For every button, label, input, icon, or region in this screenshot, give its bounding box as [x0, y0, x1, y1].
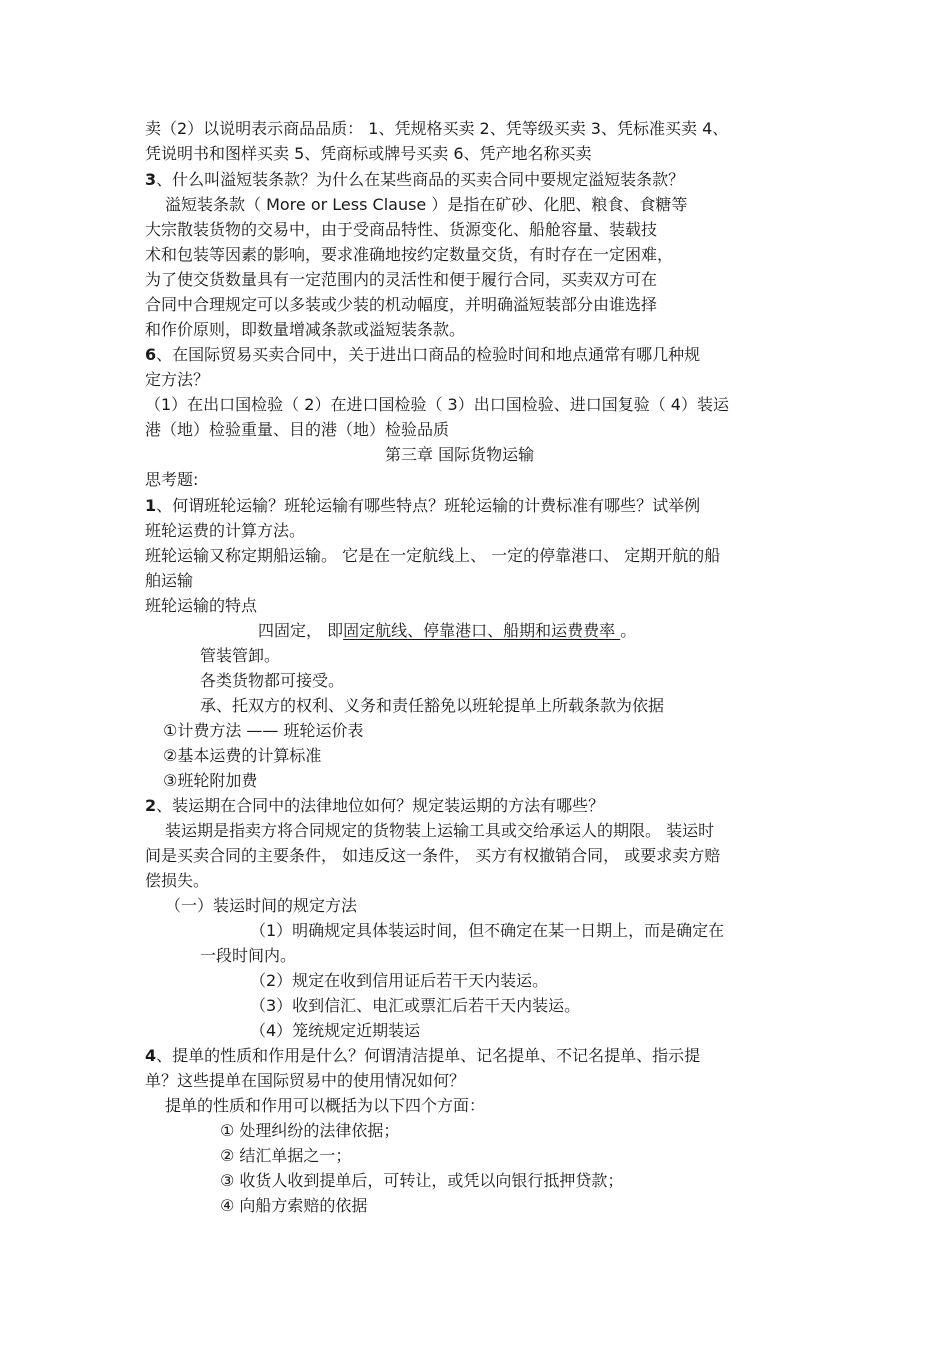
text-line: （2）规定在收到信用证后若干天内装运。	[250, 971, 549, 990]
text-line: ①计费方法 —— 班轮运价表	[163, 721, 364, 740]
text-line: 港（地）检验重量、目的港（地）检验品质	[145, 420, 450, 439]
question-3	[145, 170, 684, 190]
question-text: 、什么叫溢短装条款？为什么在某些商品的买卖合同中要规定溢短装条款？	[156, 170, 685, 189]
text-line: （一）装运时间的规定方法	[165, 896, 358, 915]
question-text: 、提单的性质和作用是什么？何谓清洁提单、记名提单、不记名提单、指示提	[156, 1046, 701, 1065]
text-line: （1）在出口国检验（ 2）在进口国检验（ 3）出口国检验、进口国复验（ 4）装运	[145, 395, 729, 414]
text-line: 单？这些提单在国际贸易中的使用情况如何？	[145, 1071, 466, 1090]
text-line: ② 结汇单据之一；	[220, 1146, 352, 1165]
text-line: 卖（2）以说明表示商品品质： 1、凭规格买卖 2、凭等级买卖 3、凭标准买卖 4、	[145, 119, 729, 138]
text-line: 定方法？	[145, 370, 210, 389]
text-line: 装运期是指卖方将合同规定的货物装上运输工具或交给承运人的期限。 装运时	[165, 821, 715, 840]
text-line: 一段时间内。	[200, 946, 297, 965]
text-line: 班轮运输的特点	[145, 596, 258, 615]
question-number: 2	[145, 796, 157, 815]
text-fragment: 。	[620, 621, 637, 640]
text-line: （3）收到信汇、电汇或票汇后若干天内装运。	[250, 996, 581, 1015]
text-line: 提单的性质和作用可以概括为以下四个方面：	[165, 1096, 486, 1115]
text-line: 班轮运费的计算方法。	[145, 521, 306, 540]
text-line: 管装管卸。	[200, 646, 281, 665]
text-line: 偿损失。	[145, 871, 210, 890]
text-line: 间是买卖合同的主要条件， 如违反这一条件， 买方有权撤销合同， 或要求卖方赔	[145, 846, 721, 865]
text-line: 大宗散装货物的交易中，由于受商品特性、货源变化、船舱容量、装载技	[145, 220, 658, 239]
question-text: 、装运期在合同中的法律地位如何？规定装运期的方法有哪些？	[156, 796, 605, 815]
text-line: （4）笼统规定近期装运	[250, 1021, 421, 1040]
text-line: 承、托双方的权利、义务和责任豁免以班轮提单上所载条款为依据	[200, 696, 665, 715]
question-number: 4	[145, 1046, 157, 1065]
text-line: 凭说明书和图样买卖 5、凭商标或牌号买卖 6、凭产地名称买卖	[145, 144, 592, 163]
text-line: 溢短装条款（ More or Less Clause ）是指在矿砂、化肥、粮食、食糖等	[165, 195, 688, 214]
text-line: ③班轮附加费	[163, 771, 258, 790]
text-line: 班轮运输又称定期船运输。 它是在一定航线上、 一定的停靠港口、 定期开航的船	[145, 546, 721, 565]
text-line: 舶运输	[145, 571, 194, 590]
section-label: 思考题:	[145, 470, 199, 489]
question-4	[145, 1046, 700, 1066]
chapter-heading: 第三章 国际货物运输	[385, 445, 535, 464]
question-number: 6	[145, 345, 157, 364]
text-line: （1）明确规定具体装运时间，但不确定在某一日期上，而是确定在	[250, 921, 725, 940]
text-line: 各类货物都可接受。	[200, 671, 345, 690]
text-line: 为了使交货数量具有一定范围内的灵活性和便于履行合同，买卖双方可在	[145, 270, 658, 289]
question-6	[145, 345, 700, 365]
question-text: 、在国际贸易买卖合同中，关于进出口商品的检验时间和地点通常有哪几种规	[156, 345, 701, 364]
question-number: 1	[145, 496, 157, 515]
text-line: ④ 向船方索赔的依据	[220, 1196, 368, 1215]
text-line: 术和包装等因素的影响，要求准确地按约定数量交货，有时存在一定困难，	[145, 245, 674, 264]
question-2	[145, 796, 604, 816]
text-line: ②基本运费的计算标准	[163, 746, 322, 765]
question-text: 、何谓班轮运输？班轮运输有哪些特点？班轮运输的计费标准有哪些？试举例	[156, 496, 701, 515]
text-line: ① 处理纠纷的法律依据；	[220, 1121, 400, 1140]
underlined-phrase: 固定航线、停靠港口、船期和运费费率	[343, 621, 621, 640]
text-line: 和作价原则，即数量增减条款或溢短装条款。	[145, 320, 466, 339]
question-1	[145, 496, 700, 516]
text-line: ③ 收货人收到提单后，可转让，或凭以向银行抵押贷款；	[220, 1171, 624, 1190]
question-number: 3	[145, 170, 157, 189]
text-line: 合同中合理规定可以多装或少装的机动幅度，并明确溢短装部分由谁选择	[145, 295, 658, 314]
text-fragment: 四固定， 即	[258, 621, 344, 640]
text-line	[258, 621, 636, 641]
